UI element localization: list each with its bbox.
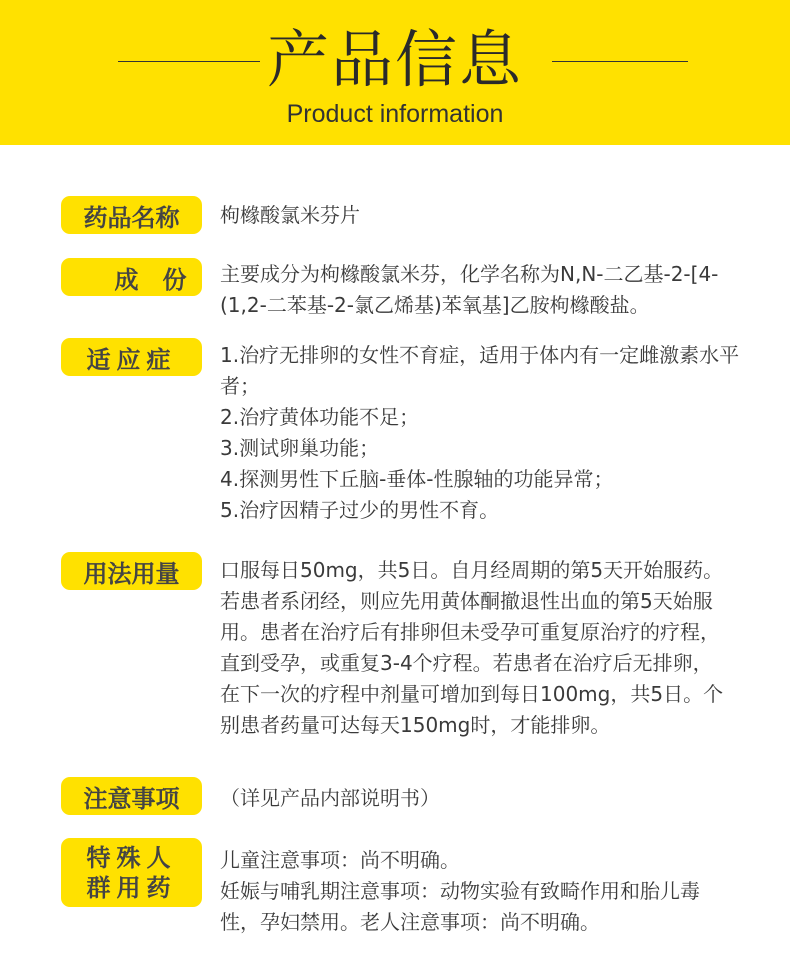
content-drug-name	[220, 200, 760, 231]
content-indications	[220, 340, 760, 526]
label-indications: 适应症	[61, 338, 202, 376]
content-ingredients	[220, 259, 760, 321]
label-precautions: 注意事项	[61, 777, 202, 815]
label-ingredients-text: 成 份	[114, 265, 187, 294]
content-dosage	[220, 555, 725, 741]
label-dosage: 用法用量	[61, 552, 202, 590]
text-line: 2.治疗黄体功能不足；	[220, 405, 420, 429]
text-line: 妊娠与哺乳期注意事项：动物实验有致畸作用和胎儿毒性，孕妇禁用。老人注意事项：尚不明确。	[220, 879, 700, 934]
text-line: 主要成分为枸橼酸氯米芬，化学名称为N,N-二乙基-2-[4-(1,2-二苯基-2-氯乙烯基)苯氧基]乙胺枸橼酸盐。	[220, 262, 719, 317]
text-line: 枸橼酸氯米芬片	[220, 203, 360, 227]
label-special-populations: 特殊人 群用药	[61, 838, 202, 907]
text-line: 口服每日50mg，共5日。自月经周期的第5天开始服药。若患者系闭经，则应先用黄体酮撤退性出血的第5天始服用。患者在治疗后有排卵但未受孕可重复原治疗的疗程，直到受孕，或重复3-4个疗程。若患者在治疗后无排卵，在下一次的疗程中剂量可增加到每日100mg，共5日。个别患者药量可达每天150mg时，才能排卵。	[220, 558, 724, 737]
page-subtitle: Product information	[286, 100, 504, 128]
content-special-populations	[220, 845, 720, 938]
text-line: 儿童注意事项：尚不明确。	[220, 848, 460, 872]
page-title: 产品信息	[266, 23, 523, 96]
text-line: 5.治疗因精子过少的男性不育。	[220, 498, 500, 522]
header-banner	[0, 0, 790, 145]
label-drug-name: 药品名称	[61, 196, 202, 234]
text-line: 4.探测男性下丘脑-垂体-性腺轴的功能异常；	[220, 467, 614, 491]
text-line: 1.治疗无排卵的女性不育症，适用于体内有一定雌激素水平者；	[220, 343, 740, 398]
label-ingredients	[61, 258, 202, 296]
content-precautions	[220, 783, 760, 814]
text-line: （详见产品内部说明书）	[220, 786, 440, 810]
text-line: 3.测试卵巢功能；	[220, 436, 380, 460]
